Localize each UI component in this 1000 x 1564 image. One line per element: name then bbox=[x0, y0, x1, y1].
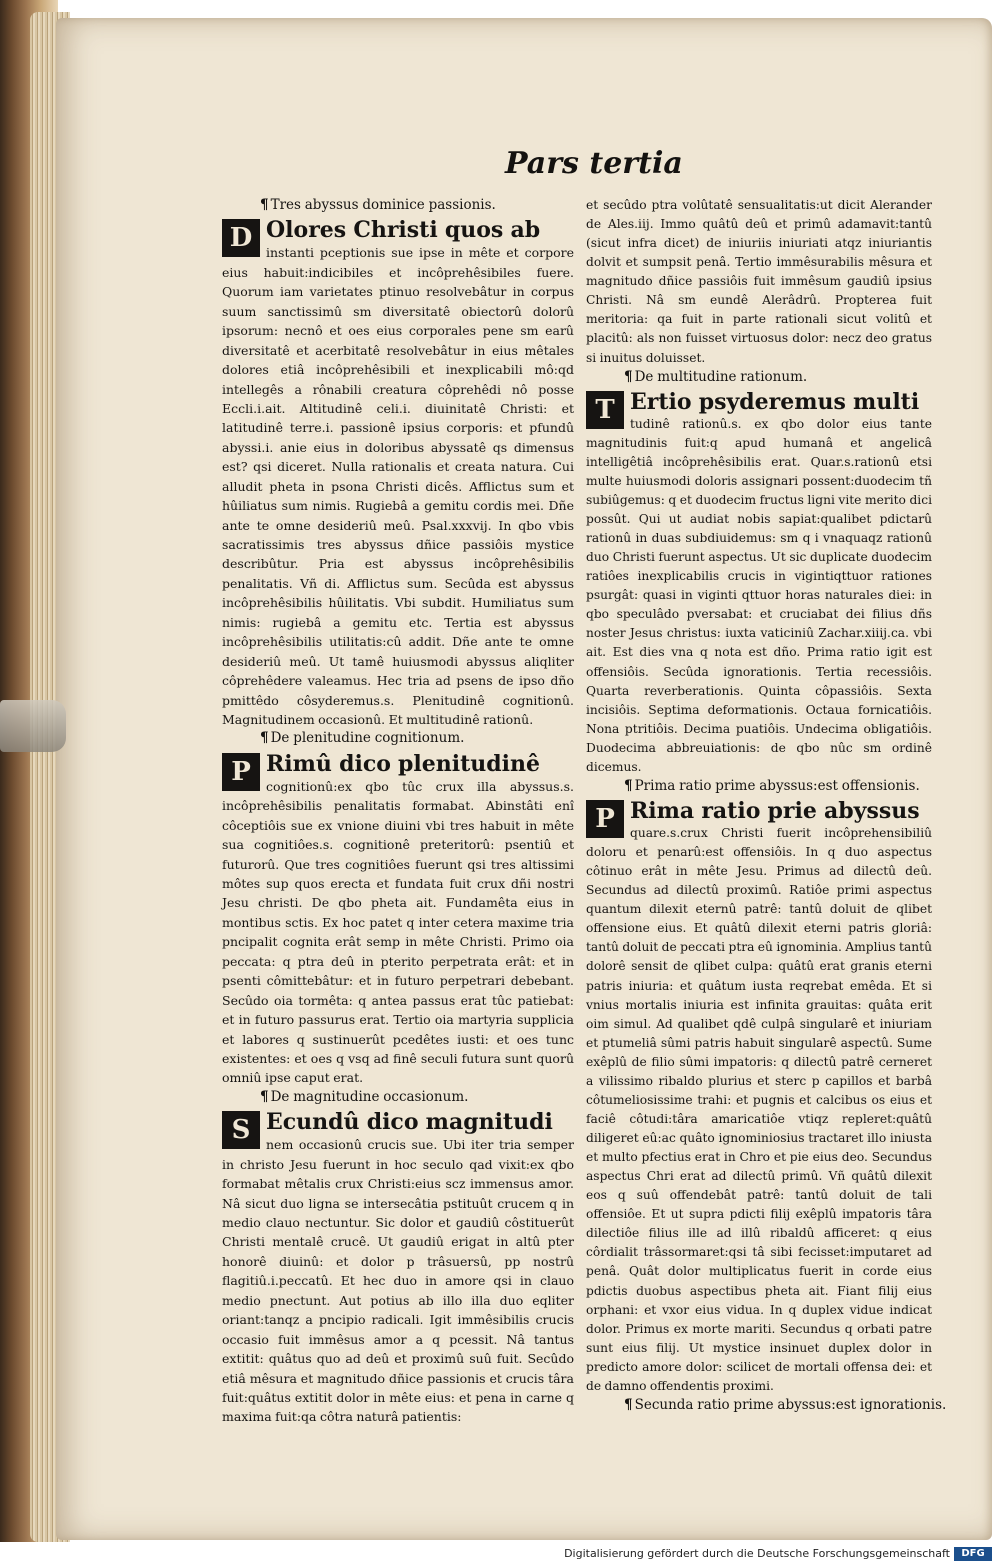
dfg-logo: DFG bbox=[954, 1547, 992, 1561]
decorated-initial: D bbox=[222, 219, 260, 257]
section-rubric bbox=[624, 368, 932, 387]
section-rubric bbox=[260, 196, 574, 215]
paragraph bbox=[222, 217, 574, 729]
paragraph-text: nem occasionû crucis sue. Ubi iter tria semper in christo Jesu fuerunt in hoc seculo qad vixit:ex qbo formabat mêtalis crux Christi:eius scz immensus amor. Nâ sicut duo ligna se intersecâtia pstituût crucem q in medio clauo nectuntur. Sic dolor et gaudiû côstituerût Christi mentalê crucê. Ut gaudiû erigat in altû pter honorê diuinû: et dolor p trâsuersû, pp nostrû flagitiû.i.peccatû. Et hec duo in amore qsi in clauo medio pnectunt. Aut potius ab illo illa duo eqliter oriant:tanqz a pncipio radicali. Igit immêsibilis crucis occasio fuit immêsus amor a q pcessit. Nâ tantus extitit: quâtus quo ad deû et proximû suû fuit. Secûdo etiâ mêsura et magnitudo dñice passionis et crucis târa fuit:quâtus extitit dolor in mête eius: et pena in carne q maxima fuit:qa côtra naturâ patientis: bbox=[222, 1137, 574, 1425]
rubric-text: Tres abyssus dominice passionis. bbox=[270, 197, 496, 213]
incipit: Ertio psyderemus multi bbox=[630, 388, 920, 415]
paragraph bbox=[222, 1109, 574, 1427]
decorated-initial: S bbox=[222, 1111, 260, 1149]
incipit: Olores Christi quos ab bbox=[266, 217, 541, 244]
paragraph-text: tudinê rationû.s. ex qbo dolor eius tante magnitudinis fuit:q apud humanâ et angelicâ intelligêtiâ incôprehêsibilis erat. Quar.s.rationû etsi multe huiusmodi doloris assignari possent:duodecim tñ subiûgemus: q et duodecim fructus ligni vite merito dici possût. Qui ut audiat nobis sapiat:qualibet pdictarû rationû in duas subdiuidemus: sm q i vnaquaqz rationû duo Christi fuerunt aspectus. Ut sic duplicate duodecim ratiôes inexplicabilis crucis in vigintiqttuor rationes psurgât: quasi in viginti qttuor horas naturales diei: in qbo speculâdo pversabat: et cruciabat dei filius dñs noster Jesus christus: iuxta vaticiniû Zachar.xiiij.ca. vbi ait. Est dies vna q nota est dño. Prima ratio igit est offensiôis. Secûda ignorationis. Tertia recessiôis. Quarta reverberationis. Quinta côpassiôis. Sexta incisiôis. Septima deformationis. Octaua fornicatiôis. Nona ptritiôis. Decima puatiôis. Undecima obligatiôis. Duodecima abbreuiationis: de qbo nûc sm ordinê dicemus. bbox=[586, 416, 932, 774]
pilcrow-icon: ¶ bbox=[624, 1396, 633, 1413]
section-rubric bbox=[260, 729, 574, 748]
rubric-text: De magnitudine occasionum. bbox=[270, 1088, 469, 1105]
left-column bbox=[222, 196, 574, 1427]
paragraph-text: quare.s.crux Christi fuerit incôprehensibiliû doloru et penarû:est offensiôis. In q duo aspectus côtinuo erât in mête Jesu. Primus ad dilectû deû. Secundus ad dilectû proximû. Ratiôe primi aspectus quantum dilexit eternû patrê: tantû doluit de qlibet offensione eius. Et quâtû dilexit eterni patris gloriâ: tantû doluit de peccati ptra eû ignominia. Amplius tantû dolorê sensit de qlibet culpa: quâtû erat granis eterni patris iniuria: et quâtum iusta reqrebat emêda. Et si vnius mortalis iniuria est infinita grauitas: quâta erit oim simul. Ad qualibet qdê culpâ singularê et iniuriam et ptumeliâ sûmi patris habuit singularê aspectû. Sume exêplû de filio sûmi impatoris: q dilectû patrê cerneret a vilissimo ribaldo plurius et sterc p capillos et barbâ côtumeliosissime trahi: et pugnis et calcibus os eius et faciê côtudi:târa amaricatiôe vtiqz repleret:quâtû diligeret eû:ac quâto ignominiosius tractaret illo iniusta et multo pfectius erat in Chro et pie eius deo. Secundus aspectus Chri erat ad dilectû primû. Vñ quâtû dilexit eos q suû offendebât patrê: tantû doluit de tali offensiôe. Et ut supra pdicti filij exêplû impatoris târa dilectiôe filius ille ad illû ribaldû afficeret: q eius côrdialit trâssormaret:qsi tâ sibi fecisset:imputaret ad penâ. Quât dolor multiplicatus fuerit in corde eius pdictis duobus aspectibus pheta ait. Fiant filij eius orphani: et vxor eius vidua. In q duplex vidue indicat dolor. Primus ex morte mariti. Secundus q orbati patre sunt eius filij. Ut mystice insinuet duplex dolor in predicto amore dolor: scilicet de mortali offensa dei: et de damno offendentis proximi. bbox=[586, 826, 932, 1393]
section-rubric bbox=[624, 777, 932, 796]
right-column bbox=[586, 196, 947, 1417]
paragraph bbox=[222, 751, 574, 1088]
decorated-initial: T bbox=[586, 391, 624, 429]
section-rubric bbox=[260, 1088, 574, 1107]
footer-bar bbox=[0, 1542, 1000, 1564]
pilcrow-icon: ¶ bbox=[260, 1088, 269, 1105]
bookmark-tab bbox=[0, 700, 66, 752]
digitization-credit: Digitalisierung gefördert durch die Deutsche Forschungsgemeinschaft bbox=[564, 1547, 950, 1560]
pilcrow-icon: ¶ bbox=[260, 197, 269, 213]
paragraph-text: instanti pceptionis sue ipse in mête et corpore eius habuit:indicibiles et incôprehêsibiles fuere. Quorum iam varietates ptinuo resolvebâtur in corpus suum sanctissimû sm diversitatê obiectorû dolorû ipsorum: necnô et oes eius corporales pene sm earû diversitatê et acerbitatê resolvebâtur in eius mêtales dolores etiâ incôprehêsibili et inexplicabili mô:qd intellegês a rônabili creatura côprehêdi nô posse Eccli.i.ait. Altitudinê celi.i. diuinitatê Christi: et latitudinê terre.i. passionê ipsius corporis: et pfundû abyssi.i. anie eius in doloribus abyssatê qs dimensus est? qsi diceret. Nulla rationalis et creata natura. Cui alludit pheta in psona Christi dicês. Afflictus sum et hûiliatus sum nimis. Rugiebâ a gemitu cordis mei. Dñe ante te omne desideriû meû. Psal.xxxvij. In qbo vbis sacratissimis tres abyssus dñice passiôis mystice describûtur. Pria est abyssus incôprehêsibilis penalitatis. Vñ di. Afflictus sum. Secûda est abyssus incôprehêsibilis hûilitatis. Vbi subdit. Humiliatus sum nimis: rugiebâ a gemitu etc. Tertia est abyssus incôprehêsibilis utilitatis:cû addit. Dñe ante te omne desideriû meû. Ut tamê huiusmodi abyssus aliqliter côprehêdere valeamus. Hec tria ad psens de ipso dño pmittêdo côsyderemus.s. Plenitudinê cognitionû. Magnitudinem occasionû. Et multitudinê rationû. bbox=[222, 245, 574, 727]
rubric-text: Secunda ratio prime abyssus:est ignorationis. bbox=[634, 1396, 947, 1413]
pilcrow-icon: ¶ bbox=[624, 368, 633, 385]
incipit: Ecundû dico magnitudi bbox=[266, 1109, 553, 1136]
decorated-initial: P bbox=[586, 800, 624, 838]
paragraph-text: cognitionû:ex qbo tûc crux illa abyssus.s. incôprehêsibilis penalitatis formabat. Abinstâti enî côceptiôis sue ex vnione diuini vbi tres habuit in mête sua cognitiôes.s. cognitionê preteritorû: psentiû et futurorû. Que tres cognitiôes fuerunt qsi tres altissimi môtes sup quos erecta et fundata fuit crux dñi nostri Jesu christi. De qbo pheta ait. Fundamêta eius in montibus sctis. Ex hoc patet q inter cetera maxime tria pncipalit cognita erât semp in mête Christi. Primo oia peccata: q ptra deû in pterito perpetrata erât: et in psenti cômittebâtur: et in futuro perpetrari debebant. Secûdo oia tormêta: q antea passus erat tûc patiebat: et in futuro passurus erat. Tertio oia martyria supplicia et labores q sustinuerût pcedêtes iusti: et oes tunc existentes: et oes q vsq ad finê seculi futura sunt quorû omniû ipse caput erat. bbox=[222, 778, 574, 1086]
running-head: Pars tertia bbox=[505, 146, 683, 181]
rubric-text: De plenitudine cognitionum. bbox=[270, 730, 465, 747]
paragraph bbox=[586, 389, 932, 777]
pilcrow-icon: ¶ bbox=[260, 730, 269, 747]
incipit: Rimû dico plenitudinê bbox=[266, 750, 541, 777]
decorated-initial: P bbox=[222, 753, 260, 791]
rubric-text: De multitudine rationum. bbox=[634, 368, 808, 385]
paragraph: et secûdo ptra volûtatê sensualitatis:ut dicit Alerander de Ales.iij. Immo quâtû deû et primû adamavit:tantû (sicut infra dicet) de iniuriis iniuriati atqz iniuriantis dolvit et sumpsit penâ. Tertio immêsurabilis mêsura et magnitudo dñice passiôis fuit immêsum gaudiû ipsius Christi. Nâ sm eundê Alerâdrû. Propterea fuit meritoria: qa fuit in parte rationali sicut volitû et placitû: als non fuisset virtuosus dolor: necz deo gratus si inuitus doluisset. bbox=[586, 198, 932, 365]
paragraph bbox=[586, 798, 932, 1396]
incipit: Rima ratio prie abyssus bbox=[630, 797, 920, 824]
section-rubric bbox=[624, 1396, 947, 1415]
pilcrow-icon: ¶ bbox=[624, 777, 633, 794]
rubric-text: Prima ratio prime abyssus:est offensionis. bbox=[634, 777, 920, 794]
